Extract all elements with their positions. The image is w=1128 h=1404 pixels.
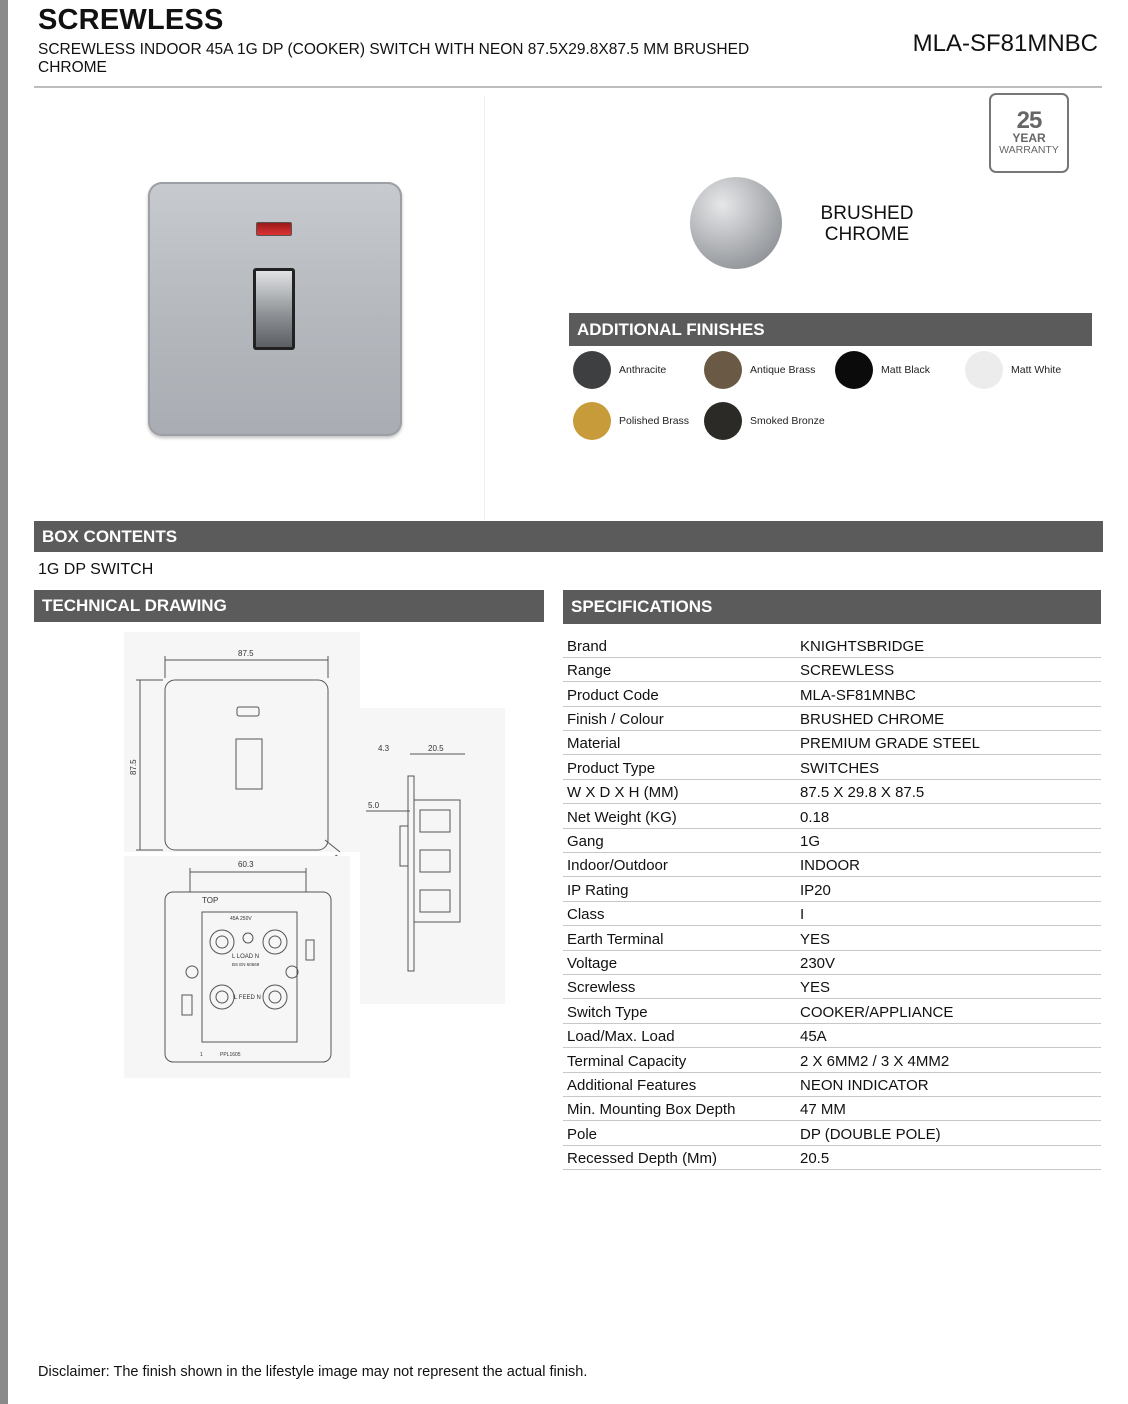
- table-row: [563, 706, 1101, 730]
- finish-option: [573, 402, 689, 440]
- table-row: [563, 926, 1101, 950]
- finish-label: Polished Brass: [619, 415, 690, 427]
- finish-swatch: [965, 351, 1003, 389]
- spec-value: 2 X 6MM2 / 3 X 4MM2: [796, 1048, 1101, 1072]
- spec-label: Additional Features: [563, 1072, 796, 1096]
- spec-value: I: [796, 901, 1101, 925]
- spec-label: Terminal Capacity: [563, 1048, 796, 1072]
- finish-label: Matt Black: [881, 364, 931, 376]
- dim-height: 87.5: [129, 759, 138, 775]
- spec-value: IP20: [796, 877, 1101, 901]
- finish-option: [965, 351, 1061, 389]
- rocker-switch: [253, 268, 295, 350]
- finish-name-line1: BRUSHED: [820, 203, 914, 224]
- spec-label: IP Rating: [563, 877, 796, 901]
- table-row: [563, 755, 1101, 779]
- table-row: [563, 804, 1101, 828]
- warranty-years: 25: [1016, 107, 1042, 134]
- spec-value: SCREWLESS: [796, 657, 1101, 681]
- finish-swatch-brushed-chrome: [690, 177, 782, 269]
- finish-label: Smoked Bronze: [750, 415, 825, 427]
- technical-drawing-heading: TECHNICAL DRAWING: [34, 590, 544, 622]
- table-row: [563, 950, 1101, 974]
- page-title: SCREWLESS: [38, 4, 224, 36]
- spec-label: Screwless: [563, 974, 796, 998]
- spec-label: Brand: [563, 633, 796, 657]
- box-contents-text: 1G DP SWITCH: [38, 561, 154, 578]
- table-row: [563, 999, 1101, 1023]
- spec-value: NEON INDICATOR: [796, 1072, 1101, 1096]
- dim-width: 87.5: [238, 649, 254, 658]
- dim-depth-a: 4.3: [378, 744, 390, 753]
- box-contents-heading: BOX CONTENTS: [34, 521, 1103, 552]
- finish-option: [835, 351, 930, 389]
- dim-offset: 5.0: [368, 801, 380, 810]
- warranty-badge: [989, 93, 1069, 173]
- table-row: [563, 853, 1101, 877]
- table-row: [563, 1048, 1101, 1072]
- specifications-heading: SPECIFICATIONS: [563, 590, 1101, 624]
- finish-label: Antique Brass: [750, 364, 816, 376]
- finish-swatch: [573, 351, 611, 389]
- table-row: [563, 633, 1101, 657]
- column-divider: [484, 96, 485, 520]
- left-edge-bar: [0, 0, 8, 1404]
- warranty-label: WARRANTY: [999, 144, 1059, 156]
- spec-value: 45A: [796, 1023, 1101, 1047]
- back-standard-label: BS EN 60669: [232, 962, 260, 967]
- table-row: [563, 1145, 1101, 1169]
- table-row: [563, 1072, 1101, 1096]
- spec-value: MLA-SF81MNBC: [796, 682, 1101, 706]
- spec-value: KNIGHTSBRIDGE: [796, 633, 1101, 657]
- spec-label: Material: [563, 731, 796, 755]
- table-row: [563, 901, 1101, 925]
- dim-depth-b: 20.5: [428, 744, 444, 753]
- back-feed-label: L FEED N: [234, 995, 261, 1001]
- spec-label: Class: [563, 901, 796, 925]
- spec-label: Finish / Colour: [563, 706, 796, 730]
- spec-value: 230V: [796, 950, 1101, 974]
- spec-value: INDOOR: [796, 853, 1101, 877]
- spec-value: 1G: [796, 828, 1101, 852]
- table-row: [563, 828, 1101, 852]
- finish-swatch: [704, 351, 742, 389]
- table-row: [563, 974, 1101, 998]
- header-divider: [34, 86, 1102, 88]
- technical-drawing: [120, 630, 510, 1080]
- spec-value: SWITCHES: [796, 755, 1101, 779]
- spec-value: YES: [796, 974, 1101, 998]
- spec-label: Load/Max. Load: [563, 1023, 796, 1047]
- additional-finishes-heading: ADDITIONAL FINISHES: [569, 313, 1092, 346]
- back-number-label: 1: [200, 1052, 203, 1058]
- spec-value: PREMIUM GRADE STEEL: [796, 731, 1101, 755]
- spec-label: W X D X H (MM): [563, 779, 796, 803]
- back-rating-label: 45A 250V: [230, 916, 252, 922]
- finish-option: [573, 351, 666, 389]
- back-top-label: TOP: [202, 896, 219, 905]
- finish-name-line2: CHROME: [824, 224, 910, 245]
- spec-label: Product Code: [563, 682, 796, 706]
- finish-label: Matt White: [1011, 364, 1062, 376]
- product-description: SCREWLESS INDOOR 45A 1G DP (COOKER) SWITCH WITH NEON 87.5X29.8X87.5 MM BRUSHED CHROME: [38, 41, 750, 76]
- finish-name: [802, 203, 932, 245]
- spec-label: Switch Type: [563, 999, 796, 1023]
- finish-swatch: [573, 402, 611, 440]
- disclaimer: Disclaimer: The finish shown in the lifestyle image may not represent the actual finish.: [38, 1364, 588, 1380]
- product-image-switch-plate: [148, 182, 402, 436]
- spec-value: 0.18: [796, 804, 1101, 828]
- table-row: [563, 1121, 1101, 1145]
- back-load-label: L LOAD N: [232, 954, 260, 960]
- spec-value: 87.5 X 29.8 X 87.5: [796, 779, 1101, 803]
- table-row: [563, 1096, 1101, 1120]
- dim-back-width: 60.3: [238, 860, 254, 869]
- spec-label: Net Weight (KG): [563, 804, 796, 828]
- spec-value: DP (DOUBLE POLE): [796, 1121, 1101, 1145]
- specifications-table: [563, 633, 1101, 1170]
- spec-value: 20.5: [796, 1145, 1101, 1169]
- neon-indicator: [256, 222, 292, 236]
- back-mark-label: PPL1605: [220, 1052, 241, 1058]
- finish-swatch: [835, 351, 873, 389]
- finish-label: Anthracite: [619, 364, 667, 376]
- table-row: [563, 682, 1101, 706]
- spec-label: Recessed Depth (Mm): [563, 1145, 796, 1169]
- table-row: [563, 657, 1101, 681]
- spec-label: Product Type: [563, 755, 796, 779]
- product-code: MLA-SF81MNBC: [912, 30, 1098, 57]
- spec-label: Gang: [563, 828, 796, 852]
- spec-label: Pole: [563, 1121, 796, 1145]
- finish-option: [704, 402, 825, 440]
- spec-label: Indoor/Outdoor: [563, 853, 796, 877]
- spec-label: Earth Terminal: [563, 926, 796, 950]
- spec-value: 47 MM: [796, 1096, 1101, 1120]
- table-row: [563, 731, 1101, 755]
- finish-option: [704, 351, 815, 389]
- spec-label: Min. Mounting Box Depth: [563, 1096, 796, 1120]
- table-row: [563, 779, 1101, 803]
- spec-value: YES: [796, 926, 1101, 950]
- spec-label: Range: [563, 657, 796, 681]
- spec-label: Voltage: [563, 950, 796, 974]
- spec-value: COOKER/APPLIANCE: [796, 999, 1101, 1023]
- table-row: [563, 1023, 1101, 1047]
- warranty-year-label: YEAR: [1012, 131, 1046, 145]
- table-row: [563, 877, 1101, 901]
- spec-value: BRUSHED CHROME: [796, 706, 1101, 730]
- finish-swatch: [704, 402, 742, 440]
